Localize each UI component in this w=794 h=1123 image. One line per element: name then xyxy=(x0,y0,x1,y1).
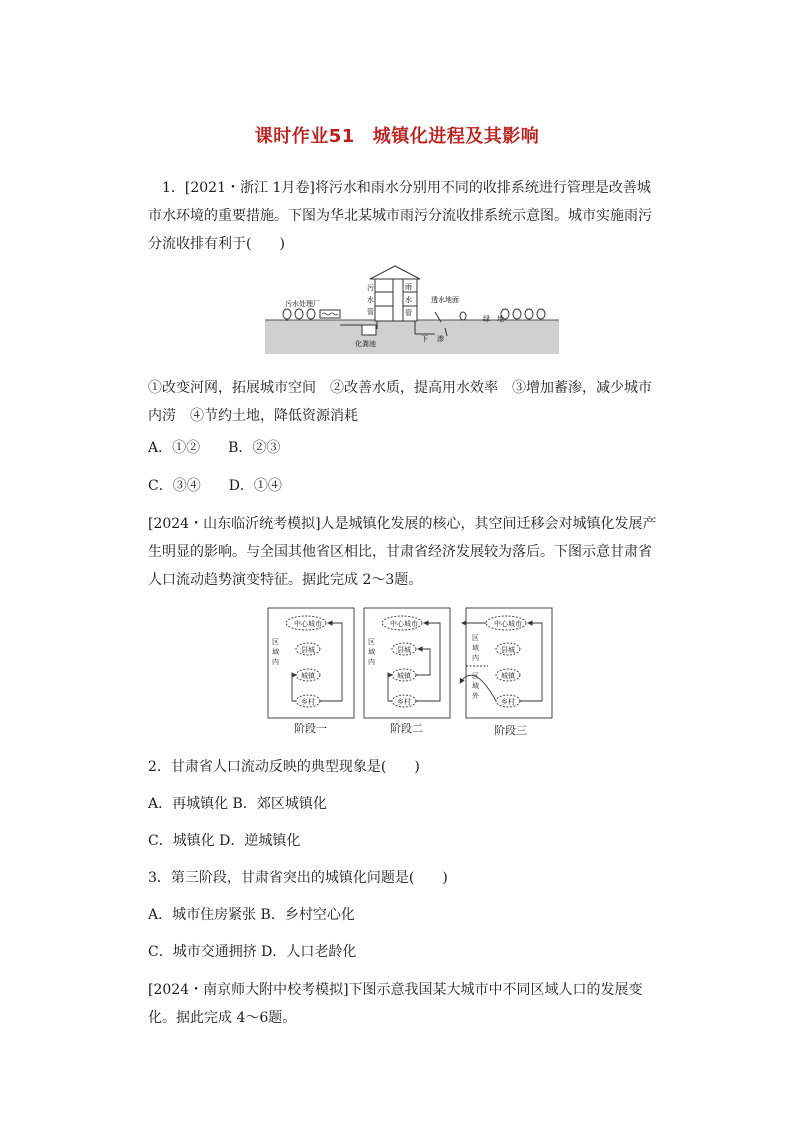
fig1-sewage-2: 水 xyxy=(367,296,374,304)
q2-options-cd: C．城镇化 D．逆城镇化 xyxy=(148,833,301,849)
s2-county: 县城 xyxy=(397,646,411,654)
fig1-rain-2: 水 xyxy=(405,296,412,304)
q3-options-cd: C．城市交通拥挤 D．人口老龄化 xyxy=(148,944,357,960)
intro-q2-3: [2024・山东临沂统考模拟]人是城镇化发展的核心，其空间迁移会对城镇化发展产生明显的影响。与全国其他省区相比，甘肃省经济发展较为落后。下图示意甘肃省人口流动趋势演变特征。据此完成 2～3题。 xyxy=(148,516,657,588)
fig1-green-1: 绿 xyxy=(483,315,490,323)
s3-outer-3: 外 xyxy=(472,692,479,700)
s1-center: 中心城市 xyxy=(294,620,322,628)
s2-inner-2: 域 xyxy=(368,648,375,656)
fig1-rain-3: 管 xyxy=(405,309,412,317)
page-title xyxy=(0,122,794,148)
fig1-seep-2: 渗 xyxy=(437,335,444,343)
s1-village: 乡村 xyxy=(301,698,315,706)
s1-inner-3: 内 xyxy=(272,658,279,666)
s3-town: 城镇 xyxy=(501,672,515,680)
s1-county: 县城 xyxy=(301,646,315,654)
s3-inner-2: 域 xyxy=(472,644,479,652)
s2-village: 乡村 xyxy=(397,698,411,706)
fig1-sewage-1: 污 xyxy=(367,284,374,292)
q3-stem: 3．第三阶段，甘肃省突出的城镇化问题是( ) xyxy=(148,870,448,886)
s1-town: 城镇 xyxy=(301,672,315,680)
q3-options-ab: A．城市住房紧张 B．乡村空心化 xyxy=(148,907,355,923)
s3-outer-1: 区 xyxy=(472,672,479,680)
title-sub: 城镇化进程及其影响 xyxy=(372,126,540,147)
s2-inner-3: 内 xyxy=(368,658,375,666)
s1-inner-2: 域 xyxy=(272,648,279,656)
s3-inner-3: 内 xyxy=(472,654,479,662)
s3-county: 县城 xyxy=(501,646,515,654)
stage2-label: 阶段二 xyxy=(390,722,423,735)
fig1-rain-1: 雨 xyxy=(405,283,412,291)
stage3-label: 阶段三 xyxy=(494,724,527,737)
q2-options-ab: A．再城镇化 B．郊区城镇化 xyxy=(148,796,327,812)
fig1-permeable-label: 透水地面 xyxy=(431,296,459,304)
s1-inner-1: 区 xyxy=(272,638,279,646)
title-main: 课时作业51 xyxy=(254,126,355,147)
fig1-green-2: 地 xyxy=(497,315,504,323)
q1-options-cd: C．③④ D．①④ xyxy=(148,478,282,494)
fig1-plant-label: 污水处理厂 xyxy=(285,300,320,308)
s3-village: 乡村 xyxy=(501,698,515,706)
fig1-septic-label: 化粪池 xyxy=(355,340,376,348)
s3-outer-2: 域 xyxy=(472,682,479,690)
stage1-label: 阶段一 xyxy=(294,722,327,735)
s2-inner-1: 区 xyxy=(368,638,375,646)
q1-statements: ①改变河网，拓展城市空间 ②改善水质，提高用水效率 ③增加蓄渗，减少城市内涝 ④节约土地，降低资源消耗 xyxy=(148,380,652,424)
fig1-seep-1: 下 xyxy=(421,335,428,343)
q2-stem: 2．甘肃省人口流动反映的典型现象是( ) xyxy=(148,759,420,775)
fig2 xyxy=(266,606,556,738)
s3-center: 中心城市 xyxy=(494,620,522,628)
q1-options-ab: A．①② B．②③ xyxy=(148,440,281,456)
s2-center: 中心城市 xyxy=(390,620,418,628)
q1-figure xyxy=(265,262,559,354)
s2-town: 城镇 xyxy=(397,672,411,680)
q1-stem: 1．[2021・浙江 1月卷]将污水和雨水分别用不同的收排系统进行管理是改善城市水环境的重要措施。下图为华北某城市雨污分流收排系统示意图。城市实施雨污分流收排有利于( ) xyxy=(148,180,652,252)
s3-inner-1: 区 xyxy=(472,634,479,642)
intro-q4-6: [2024・南京师大附中校考模拟]下图示意我国某大城市中不同区域人口的发展变化。据此完成 4～6题。 xyxy=(148,982,643,1026)
fig1-sewage-3: 管 xyxy=(367,308,374,316)
